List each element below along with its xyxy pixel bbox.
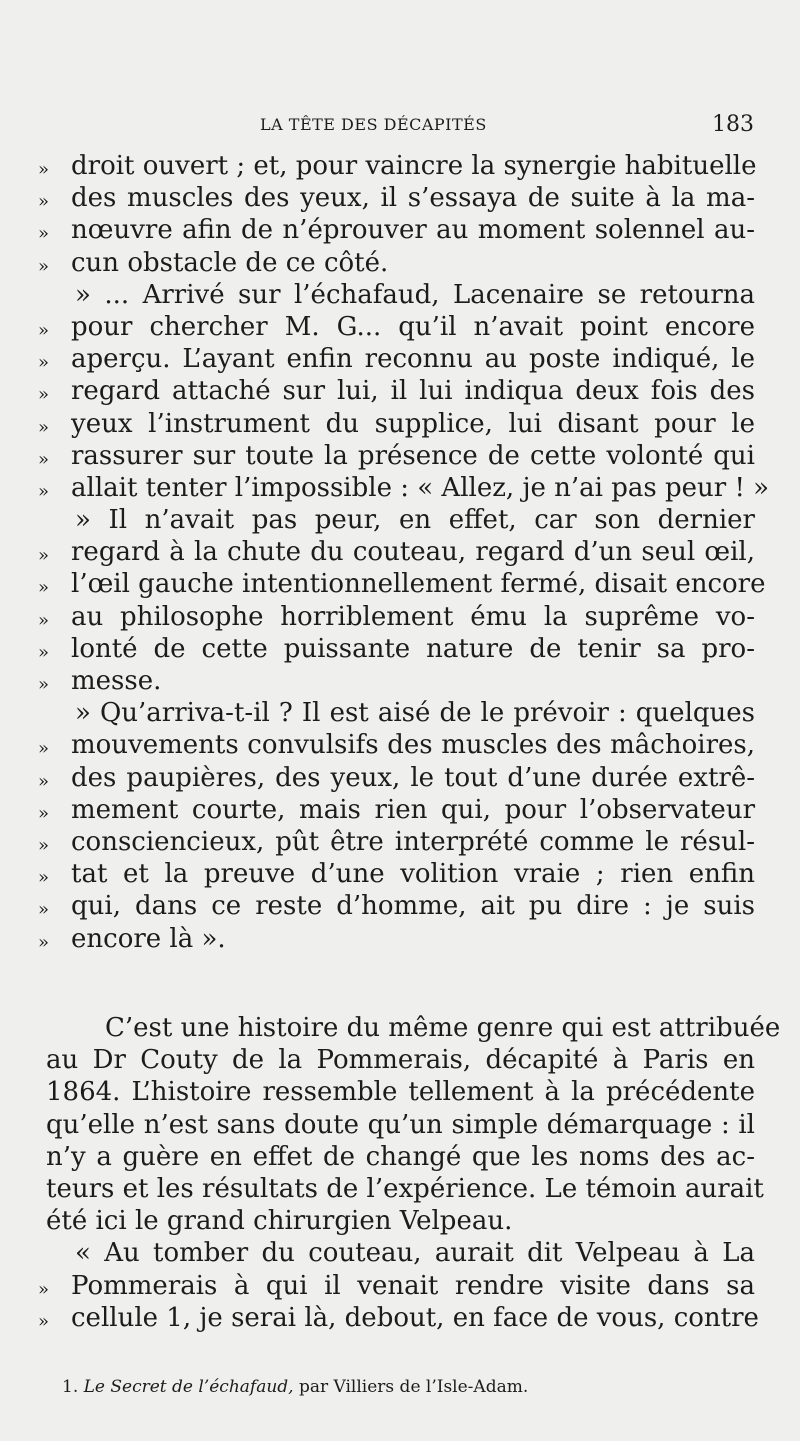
- text-line: [30, 182, 770, 214]
- text-line: [30, 1302, 770, 1334]
- guillemet-mark: »: [38, 223, 50, 245]
- guillemet-mark: »: [38, 545, 50, 567]
- text-line: [30, 1173, 770, 1205]
- line-text: » Il n’avait pas peur, en effet, car son dernier: [75, 505, 755, 536]
- line-text: mement courte, mais rien qui, pour l’observateur: [71, 794, 755, 825]
- text-line: [30, 408, 770, 440]
- line-text: allait tenter l’impossible : « Allez, je n’ai pas peur ! »: [71, 472, 770, 503]
- guillemet-mark: »: [38, 384, 50, 406]
- guillemet-mark: »: [38, 802, 50, 824]
- line-text: des paupières, des yeux, le tout d’une durée extrê-: [71, 762, 755, 793]
- paragraph-block: [30, 1012, 781, 1334]
- guillemet-mark: »: [38, 480, 50, 502]
- guillemet-mark: »: [38, 577, 50, 599]
- line-text: aperçu. L’ayant enfin reconnu au poste indiqué, le: [71, 344, 755, 375]
- text-line: [30, 279, 770, 311]
- text-line: [30, 343, 770, 375]
- footnote: [62, 1377, 528, 1397]
- line-text: » Qu’arriva-t-il ? Il est aisé de le prévoir : quelques: [75, 698, 755, 729]
- text-line: [30, 762, 770, 794]
- guillemet-mark: »: [38, 191, 50, 213]
- guillemet-mark: »: [38, 609, 50, 631]
- line-text: tat et la preuve d’une volition vraie ; rien enfin: [71, 859, 755, 890]
- footnote-title: Le Secret de l’échafaud,: [83, 1377, 294, 1397]
- guillemet-mark: »: [38, 1278, 50, 1300]
- text-line: [30, 794, 770, 826]
- text-line: [30, 665, 770, 697]
- text-line: [30, 504, 770, 536]
- text-line: [30, 247, 770, 279]
- text-line: [30, 1205, 770, 1237]
- guillemet-mark: »: [38, 159, 50, 180]
- text-line: [30, 214, 770, 246]
- line-text: rassurer sur toute la présence de cette volonté qui: [71, 440, 755, 471]
- line-text: C’est une histoire du même genre qui est attribuée: [105, 1013, 781, 1043]
- line-text: mouvements convulsifs des muscles des mâchoires,: [71, 730, 755, 761]
- line-text: consciencieux, pût être interprété comme le résul-: [71, 826, 755, 857]
- page-number: 183: [712, 112, 754, 137]
- guillemet-mark: »: [38, 641, 50, 663]
- line-text: n’y a guère en effet de changé que les noms des ac-: [46, 1141, 755, 1172]
- text-line: [30, 472, 770, 504]
- line-text: qu’elle n’est sans doute qu’un simple démarquage : il: [46, 1109, 755, 1140]
- text-line: [30, 826, 770, 858]
- footnote-number: 1.: [62, 1377, 79, 1397]
- text-line: [30, 568, 770, 600]
- text-line: [30, 633, 770, 665]
- line-text: « Au tomber du couteau, aurait dit Velpeau à La: [75, 1238, 755, 1269]
- guillemet-mark: »: [38, 352, 50, 374]
- text-line: [30, 1141, 770, 1173]
- running-title: LA TÊTE DES DÉCAPITÉS: [260, 115, 487, 134]
- line-text: au philosophe horriblement ému la suprême vo-: [71, 601, 755, 632]
- line-text: pour chercher M. G... qu’il n’avait point encore: [71, 311, 755, 342]
- text-line: [30, 1076, 770, 1108]
- text-line: [30, 1012, 781, 1044]
- line-text: regard à la chute du couteau, regard d’un seul œil,: [71, 537, 755, 568]
- guillemet-mark: »: [38, 770, 50, 792]
- line-text: yeux l’instrument du supplice, lui disant pour le: [71, 408, 755, 439]
- line-text: cellule 1, je serai là, debout, en face de vous, contre: [71, 1302, 759, 1333]
- text-line: [30, 697, 770, 729]
- text-line: [30, 729, 770, 761]
- line-text: Pommerais à qui il venait rendre visite dans sa: [71, 1270, 755, 1301]
- line-text: droit ouvert ; et, pour vaincre la synergie habituelle: [71, 151, 757, 181]
- line-text: qui, dans ce reste d’homme, ait pu dire : je suis: [71, 891, 755, 922]
- guillemet-mark: »: [38, 931, 50, 953]
- guillemet-mark: »: [38, 416, 50, 438]
- text-line: [30, 536, 770, 568]
- text-line: [30, 858, 770, 890]
- line-text: l’œil gauche intentionnellement fermé, disait encore: [71, 569, 766, 600]
- line-text: 1864. L’histoire ressemble tellement à la précédente: [46, 1077, 755, 1108]
- text-line: [30, 375, 770, 407]
- guillemet-mark: »: [38, 738, 50, 760]
- line-text: regard attaché sur lui, il lui indiqua deux fois des: [71, 376, 755, 407]
- line-text: été ici le grand chirurgien Velpeau.: [46, 1206, 513, 1237]
- guillemet-mark: »: [38, 448, 50, 470]
- line-text: nœuvre afin de n’éprouver au moment solennel au-: [71, 215, 755, 246]
- text-line: [30, 890, 770, 922]
- guillemet-mark: »: [38, 255, 50, 277]
- guillemet-mark: »: [38, 1310, 50, 1332]
- guillemet-mark: »: [38, 319, 50, 341]
- text-line: [30, 311, 770, 343]
- guillemet-mark: »: [38, 834, 50, 856]
- line-text: au Dr Couty de la Pommerais, décapité à Paris en: [46, 1045, 755, 1076]
- text-line: [30, 1270, 770, 1302]
- text-line: [30, 440, 770, 472]
- footnote-text: par Villiers de l’Isle-Adam.: [298, 1377, 529, 1397]
- text-line: [30, 601, 770, 633]
- text-line: [30, 1109, 770, 1141]
- text-line: [30, 923, 770, 955]
- guillemet-mark: »: [38, 867, 50, 889]
- guillemet-mark: »: [38, 899, 50, 921]
- line-text: cun obstacle de ce côté.: [71, 247, 389, 278]
- line-text: messe.: [71, 666, 162, 696]
- line-text: encore là ».: [71, 923, 226, 954]
- line-text: » ... Arrivé sur l’échafaud, Lacenaire se retourna: [75, 279, 755, 310]
- text-line: [30, 1044, 770, 1076]
- line-text: des muscles des yeux, il s’essaya de suite à la ma-: [71, 183, 755, 214]
- guillemet-mark: »: [38, 674, 50, 695]
- text-line: [30, 1237, 770, 1269]
- line-text: teurs et les résultats de l’expérience. Le témoin aurait: [46, 1173, 764, 1204]
- line-text: lonté de cette puissante nature de tenir sa pro-: [71, 633, 755, 664]
- quotation-block: [30, 150, 770, 955]
- text-line: [30, 150, 770, 182]
